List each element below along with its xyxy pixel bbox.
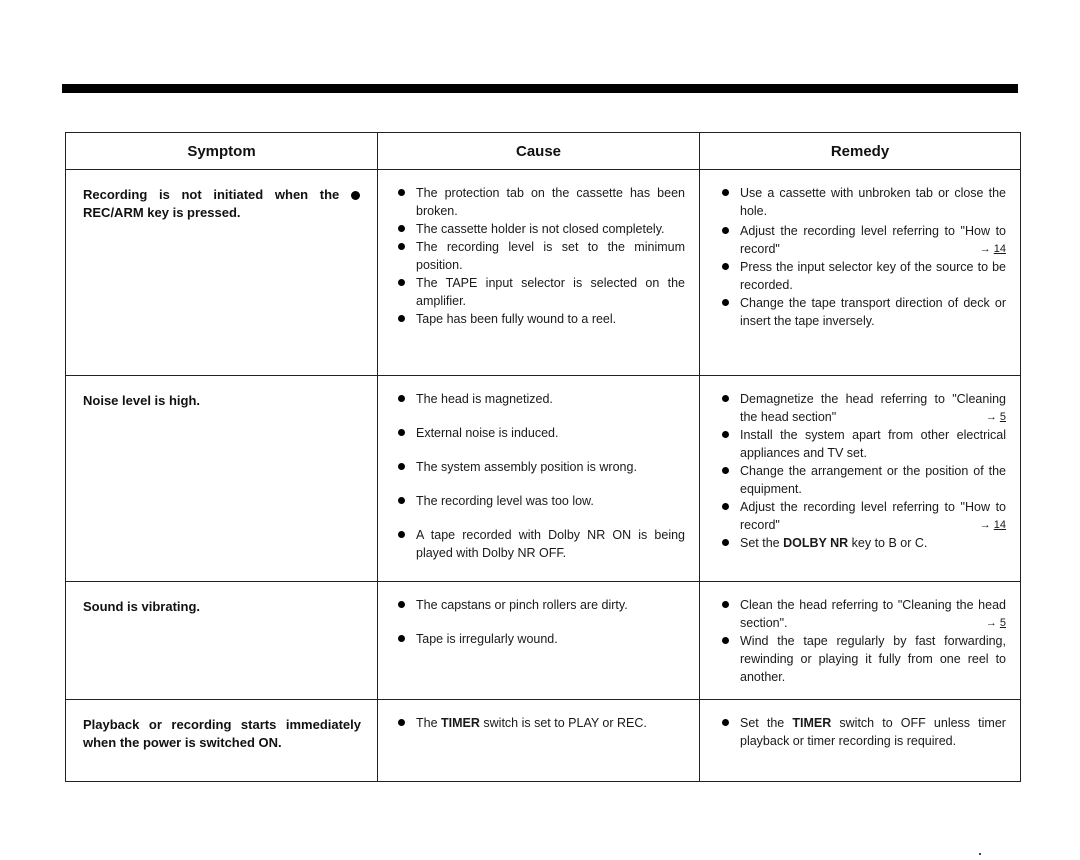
page-reference bbox=[986, 408, 1006, 426]
arrow-icon: → bbox=[979, 243, 991, 255]
header-cause: Cause bbox=[378, 133, 700, 170]
remedy-list bbox=[720, 596, 1006, 686]
symptom-text: Playback or recording starts immediately when the power is switched ON. bbox=[83, 717, 361, 750]
remedy-text: Demagnetize the head referring to "Cleaning the head section" bbox=[740, 392, 1006, 424]
symptom-cell bbox=[66, 376, 378, 582]
remedy-item: Wind the tape regularly by fast forwarding, rewinding or playing it fully from one reel to another. bbox=[720, 632, 1006, 686]
symptom-text: Noise level is high. bbox=[83, 393, 201, 408]
header-symptom: Symptom bbox=[66, 133, 378, 170]
scan-speck bbox=[979, 853, 981, 855]
cause-item: Tape is irregularly wound. bbox=[396, 630, 685, 648]
page-number: 5 bbox=[999, 411, 1006, 423]
cause-item: The cassette holder is not closed completely. bbox=[396, 220, 685, 238]
cause-cell bbox=[378, 376, 700, 582]
page-number: 14 bbox=[993, 243, 1006, 255]
remedy-text: Set the bbox=[740, 536, 780, 550]
troubleshooting-table bbox=[65, 132, 1021, 782]
cause-text: switch is set to PLAY or REC. bbox=[483, 716, 647, 730]
cause-item: The protection tab on the cassette has been broken. bbox=[396, 184, 685, 220]
cause-cell bbox=[378, 170, 700, 376]
remedy-item: Install the system apart from other electrical appliances and TV set. bbox=[720, 426, 1006, 462]
remedy-item bbox=[720, 222, 1006, 258]
remedy-item: Use a cassette with unbroken tab or close the hole. bbox=[720, 184, 1006, 220]
page-reference bbox=[980, 240, 1006, 258]
remedy-item bbox=[720, 714, 1006, 750]
cause-item bbox=[396, 714, 685, 732]
cause-item: Tape has been fully wound to a reel. bbox=[396, 310, 685, 328]
cause-list bbox=[396, 390, 685, 562]
remedy-text: Adjust the recording level referring to "How to record" bbox=[740, 500, 1006, 532]
cause-item: The TAPE input selector is selected on the amplifier. bbox=[396, 274, 685, 310]
symptom-cell bbox=[66, 170, 378, 376]
remedy-list bbox=[720, 714, 1006, 750]
symptom-cell bbox=[66, 582, 378, 700]
symptom-text: key is pressed. bbox=[147, 205, 241, 220]
cause-list bbox=[396, 596, 685, 648]
remedy-text: Adjust the recording level referring to "How to record" bbox=[740, 224, 1006, 256]
header-remedy: Remedy bbox=[700, 133, 1021, 170]
key-name: TIMER bbox=[792, 716, 832, 730]
cause-item: The capstans or pinch rollers are dirty. bbox=[396, 596, 685, 614]
remedy-list bbox=[720, 390, 1006, 552]
arrow-icon: → bbox=[979, 519, 991, 531]
cause-item: A tape recorded with Dolby NR ON is being played with Dolby NR OFF. bbox=[396, 526, 685, 562]
remedy-text: key to B or C. bbox=[851, 536, 928, 550]
cause-list bbox=[396, 714, 685, 732]
cause-item: The head is magnetized. bbox=[396, 390, 685, 408]
table-row bbox=[66, 376, 1021, 582]
arrow-icon: → bbox=[985, 411, 997, 423]
remedy-text: switch to OFF unless timer playback or timer recording is required. bbox=[740, 716, 1006, 748]
cause-item: External noise is induced. bbox=[396, 424, 685, 442]
cause-item: The system assembly position is wrong. bbox=[396, 458, 685, 476]
cause-cell bbox=[378, 700, 700, 782]
table-row bbox=[66, 170, 1021, 376]
cause-item: The recording level is set to the minimum position. bbox=[396, 238, 685, 274]
remedy-item bbox=[720, 498, 1006, 534]
remedy-item: Change the tape transport direction of deck or insert the tape inversely. bbox=[720, 294, 1006, 330]
cause-cell bbox=[378, 582, 700, 700]
table-row bbox=[66, 700, 1021, 782]
cause-list bbox=[396, 184, 685, 328]
symptom-text: Recording is not initiated when the bbox=[83, 187, 340, 202]
symptom-cell bbox=[66, 700, 378, 782]
remedy-list bbox=[720, 184, 1006, 330]
key-name: DOLBY NR bbox=[783, 536, 849, 550]
remedy-text: Clean the head referring to "Cleaning the head section". bbox=[740, 598, 1006, 630]
page-reference bbox=[986, 614, 1006, 632]
remedy-item bbox=[720, 390, 1006, 426]
arrow-icon: → bbox=[985, 617, 997, 629]
cause-item: The recording level was too low. bbox=[396, 492, 685, 510]
page-number: 5 bbox=[999, 617, 1006, 629]
remedy-cell bbox=[700, 376, 1021, 582]
remedy-item: Press the input selector key of the source to be recorded. bbox=[720, 258, 1006, 294]
cause-text: The bbox=[416, 716, 438, 730]
top-rule bbox=[62, 84, 1018, 93]
symptom-text: Sound is vibrating. bbox=[83, 599, 201, 614]
remedy-item bbox=[720, 596, 1006, 632]
key-name: REC/ARM bbox=[83, 205, 144, 220]
remedy-item bbox=[720, 534, 1006, 552]
table-row bbox=[66, 582, 1021, 700]
page-number: 14 bbox=[993, 519, 1006, 531]
table-header-row bbox=[66, 133, 1021, 170]
remedy-cell bbox=[700, 582, 1021, 700]
remedy-cell bbox=[700, 700, 1021, 782]
rec-bullet-icon bbox=[351, 191, 360, 200]
key-name: TIMER bbox=[441, 716, 480, 730]
remedy-cell bbox=[700, 170, 1021, 376]
page-reference bbox=[980, 516, 1006, 534]
remedy-item: Change the arrangement or the position of the equipment. bbox=[720, 462, 1006, 498]
remedy-text: Set the bbox=[740, 716, 785, 730]
